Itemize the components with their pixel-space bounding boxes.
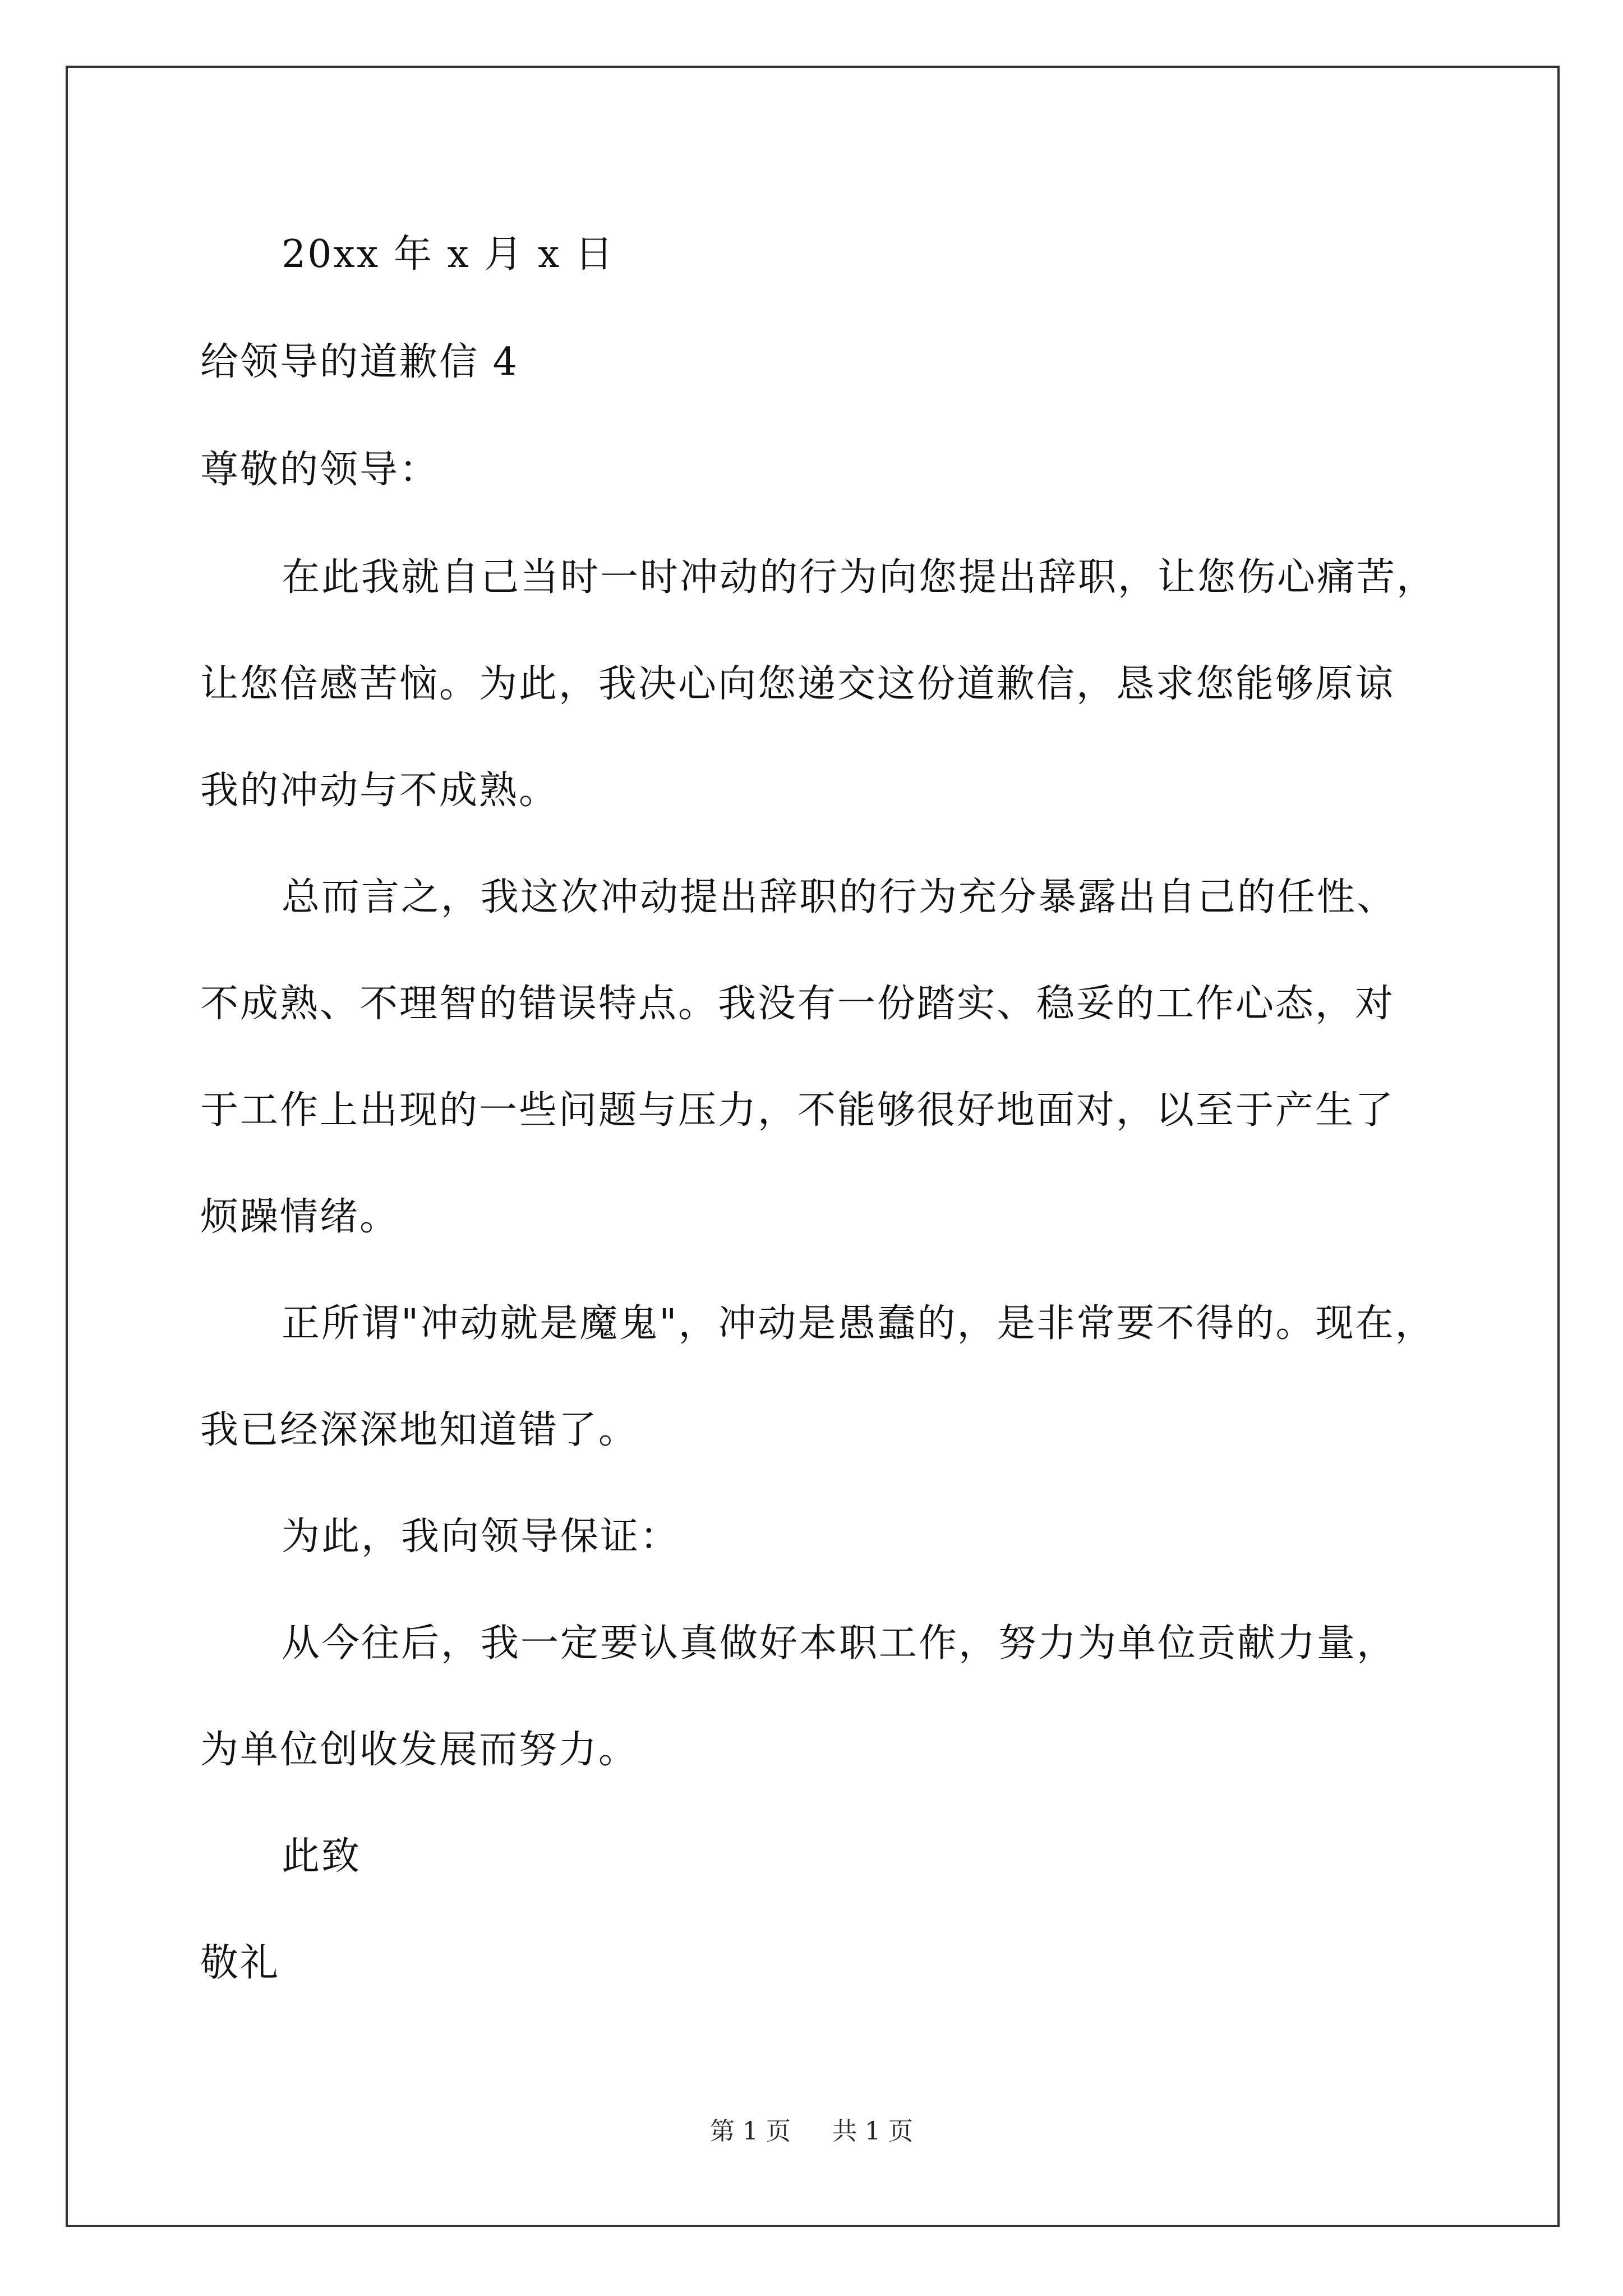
paragraph-line: 为单位创收发展而努力。 [200,1728,639,1772]
page-footer [0,2119,1623,2144]
paragraph-line: 不成熟、不理智的错误特点。我没有一份踏实、稳妥的工作心态，对 [200,982,1395,1026]
letter-title: 给领导的道歉信 4 [200,340,519,384]
regards: 敬礼 [200,1941,280,1985]
paragraph-line: 我已经深深地知道错了。 [200,1408,639,1452]
paragraph-line: 于工作上出现的一些问题与压力，不能够很好地面对，以至于产生了 [200,1088,1395,1133]
paragraph-line: 烦躁情绪。 [200,1195,400,1239]
paragraph-line: 让您倍感苦恼。为此，我决心向您递交这份道歉信，恳求您能够原谅 [200,662,1395,706]
salutation: 尊敬的领导： [200,448,440,492]
paragraph-line: 总而言之，我这次冲动提出辞职的行为充分暴露出自己的任性、 [282,875,1397,919]
page-border [66,66,1560,2227]
date-line: 20xx 年 x 月 x 日 [282,232,615,277]
paragraph-line: 为此，我向领导保证： [282,1515,680,1559]
page-number: 第 1 页 [710,2117,791,2146]
paragraph-line: 正所谓"冲动就是魔鬼"，冲动是愚蠢的，是非常要不得的。现在， [282,1301,1435,1346]
closing: 此致 [282,1834,362,1879]
page-total: 共 1 页 [832,2117,913,2146]
paragraph-line: 我的冲动与不成熟。 [200,769,559,813]
paragraph-line: 在此我就自己当时一时冲动的行为向您提出辞职，让您伤心痛苦， [282,555,1437,600]
paragraph-line: 从今往后，我一定要认真做好本职工作，努力为单位贡献力量， [282,1621,1397,1665]
